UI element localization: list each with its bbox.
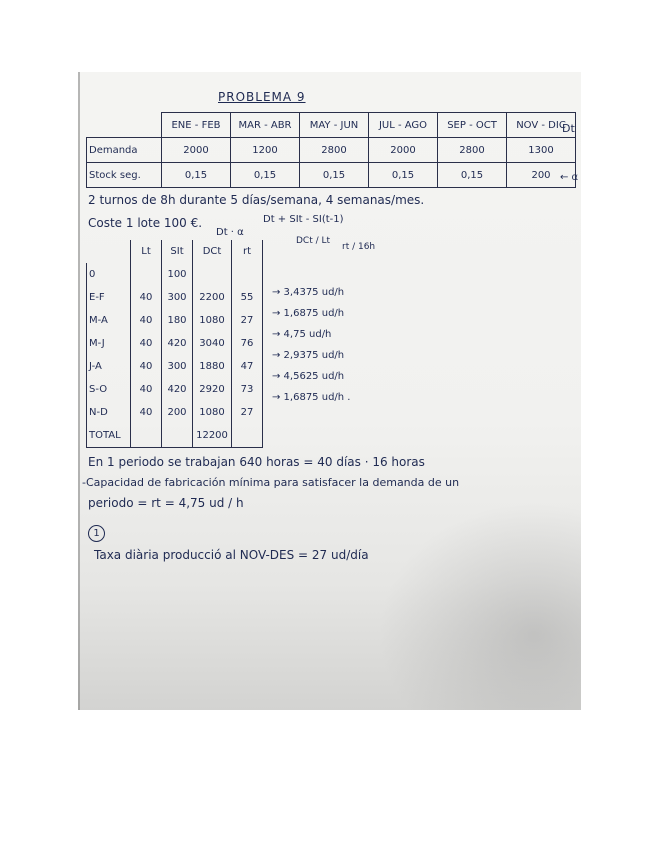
cell-rt: 27: [232, 309, 263, 332]
cell-sit: [162, 424, 193, 448]
col-header: NOV - DIC: [507, 113, 576, 138]
row-label: 0: [87, 263, 131, 286]
cell-sit: 100: [162, 263, 193, 286]
cell-dct: 2920: [193, 378, 232, 401]
col-header: SIt: [162, 240, 193, 263]
cell-rt: 47: [232, 355, 263, 378]
cell-lt: 40: [131, 332, 162, 355]
cell-lt: 40: [131, 286, 162, 309]
rate-note: → 2,9375 ud/h: [272, 350, 345, 361]
table-cell: 0,15: [300, 163, 369, 188]
table-cell: 0,15: [369, 163, 438, 188]
capacity-value-line: periodo = rt = 4,75 ud / h: [88, 496, 244, 510]
cell-rt: 55: [232, 286, 263, 309]
row-label: TOTAL: [87, 424, 131, 448]
cell-rt: [232, 424, 263, 448]
demand-table: [86, 112, 579, 188]
col-header: Lt: [131, 240, 162, 263]
cell-lt: 40: [131, 401, 162, 424]
row-label: N-D: [87, 401, 131, 424]
row-label: S-O: [87, 378, 131, 401]
shifts-line: 2 turnos de 8h durante 5 días/semana, 4 semanas/mes.: [88, 193, 425, 207]
alpha-mark: ← α: [560, 172, 579, 183]
capacity-line: -Capacidad de fabricación mínima para satisfacer la demanda de un: [82, 476, 460, 489]
daily-rate-line: Taxa diària producció al NOV-DES = 27 ud/día: [94, 548, 369, 562]
col-header: MAY - JUN: [300, 113, 369, 138]
table-cell: 2800: [300, 138, 369, 163]
row-label: M-A: [87, 309, 131, 332]
table-cell: 2000: [162, 138, 231, 163]
cell-lt: 40: [131, 355, 162, 378]
cell-rt: 27: [232, 401, 263, 424]
cell-rt: 76: [232, 332, 263, 355]
rate-note: → 4,5625 ud/h: [272, 371, 345, 382]
row-label: Demanda: [87, 138, 162, 163]
cell-lt: 40: [131, 309, 162, 332]
formula-note: Dt + SIt - SI(t-1): [263, 214, 344, 225]
cell-lt: 40: [131, 378, 162, 401]
row-label: M-J: [87, 332, 131, 355]
row-label: J-A: [87, 355, 131, 378]
cell-lt: [131, 424, 162, 448]
col-header: MAR - ABR: [231, 113, 300, 138]
cell-rt: [232, 263, 263, 286]
cell-dct: [193, 263, 232, 286]
production-table: [86, 240, 263, 448]
rate-note: → 4,75 ud/h: [272, 329, 332, 340]
cell-dct: 1880: [193, 355, 232, 378]
rate-note: → 3,4375 ud/h: [272, 287, 345, 298]
rate-note: → 1,6875 ud/h .: [272, 392, 351, 403]
fraction-rt-16h: rt / 16h: [342, 242, 376, 252]
paper-shadow: [378, 502, 581, 710]
dt-side-label: Dt: [562, 122, 575, 135]
rate-note: → 1,6875 ud/h: [272, 308, 345, 319]
handwritten-page: [78, 72, 581, 710]
table-cell: 2800: [438, 138, 507, 163]
cell-sit: 420: [162, 332, 193, 355]
problem-title: PROBLEMA 9: [218, 90, 306, 104]
cell-lt: [131, 263, 162, 286]
col-header: JUL - AGO: [369, 113, 438, 138]
table-cell: 0,15: [162, 163, 231, 188]
cell-sit: 300: [162, 286, 193, 309]
dt-alpha-note: Dt · α: [216, 227, 244, 238]
cell-sit: 420: [162, 378, 193, 401]
table-cell: 2000: [369, 138, 438, 163]
table-cell: 1300: [507, 138, 576, 163]
row-label: E-F: [87, 286, 131, 309]
cell-dct: 12200: [193, 424, 232, 448]
col-header: DCt: [193, 240, 232, 263]
table-cell: 1200: [231, 138, 300, 163]
col-header: SEP - OCT: [438, 113, 507, 138]
cell-dct: 1080: [193, 309, 232, 332]
table-cell: 200: [507, 163, 576, 188]
table-cell: 0,15: [231, 163, 300, 188]
page-edge: [78, 72, 80, 710]
row-label: Stock seg.: [87, 163, 162, 188]
cell-rt: 73: [232, 378, 263, 401]
cell-dct: 3040: [193, 332, 232, 355]
col-header: rt: [232, 240, 263, 263]
fraction-dct-lt: DCt / Lt: [296, 236, 331, 246]
hours-line: En 1 periodo se trabajan 640 horas = 40 días · 16 horas: [88, 455, 425, 469]
cell-sit: 180: [162, 309, 193, 332]
table-cell: 0,15: [438, 163, 507, 188]
col-header: ENE - FEB: [162, 113, 231, 138]
cell-sit: 300: [162, 355, 193, 378]
cell-dct: 1080: [193, 401, 232, 424]
cell-dct: 2200: [193, 286, 232, 309]
col-header: [87, 240, 131, 263]
question-number-badge: 1: [88, 525, 105, 542]
cell-sit: 200: [162, 401, 193, 424]
cost-line: Coste 1 lote 100 €.: [88, 216, 203, 230]
